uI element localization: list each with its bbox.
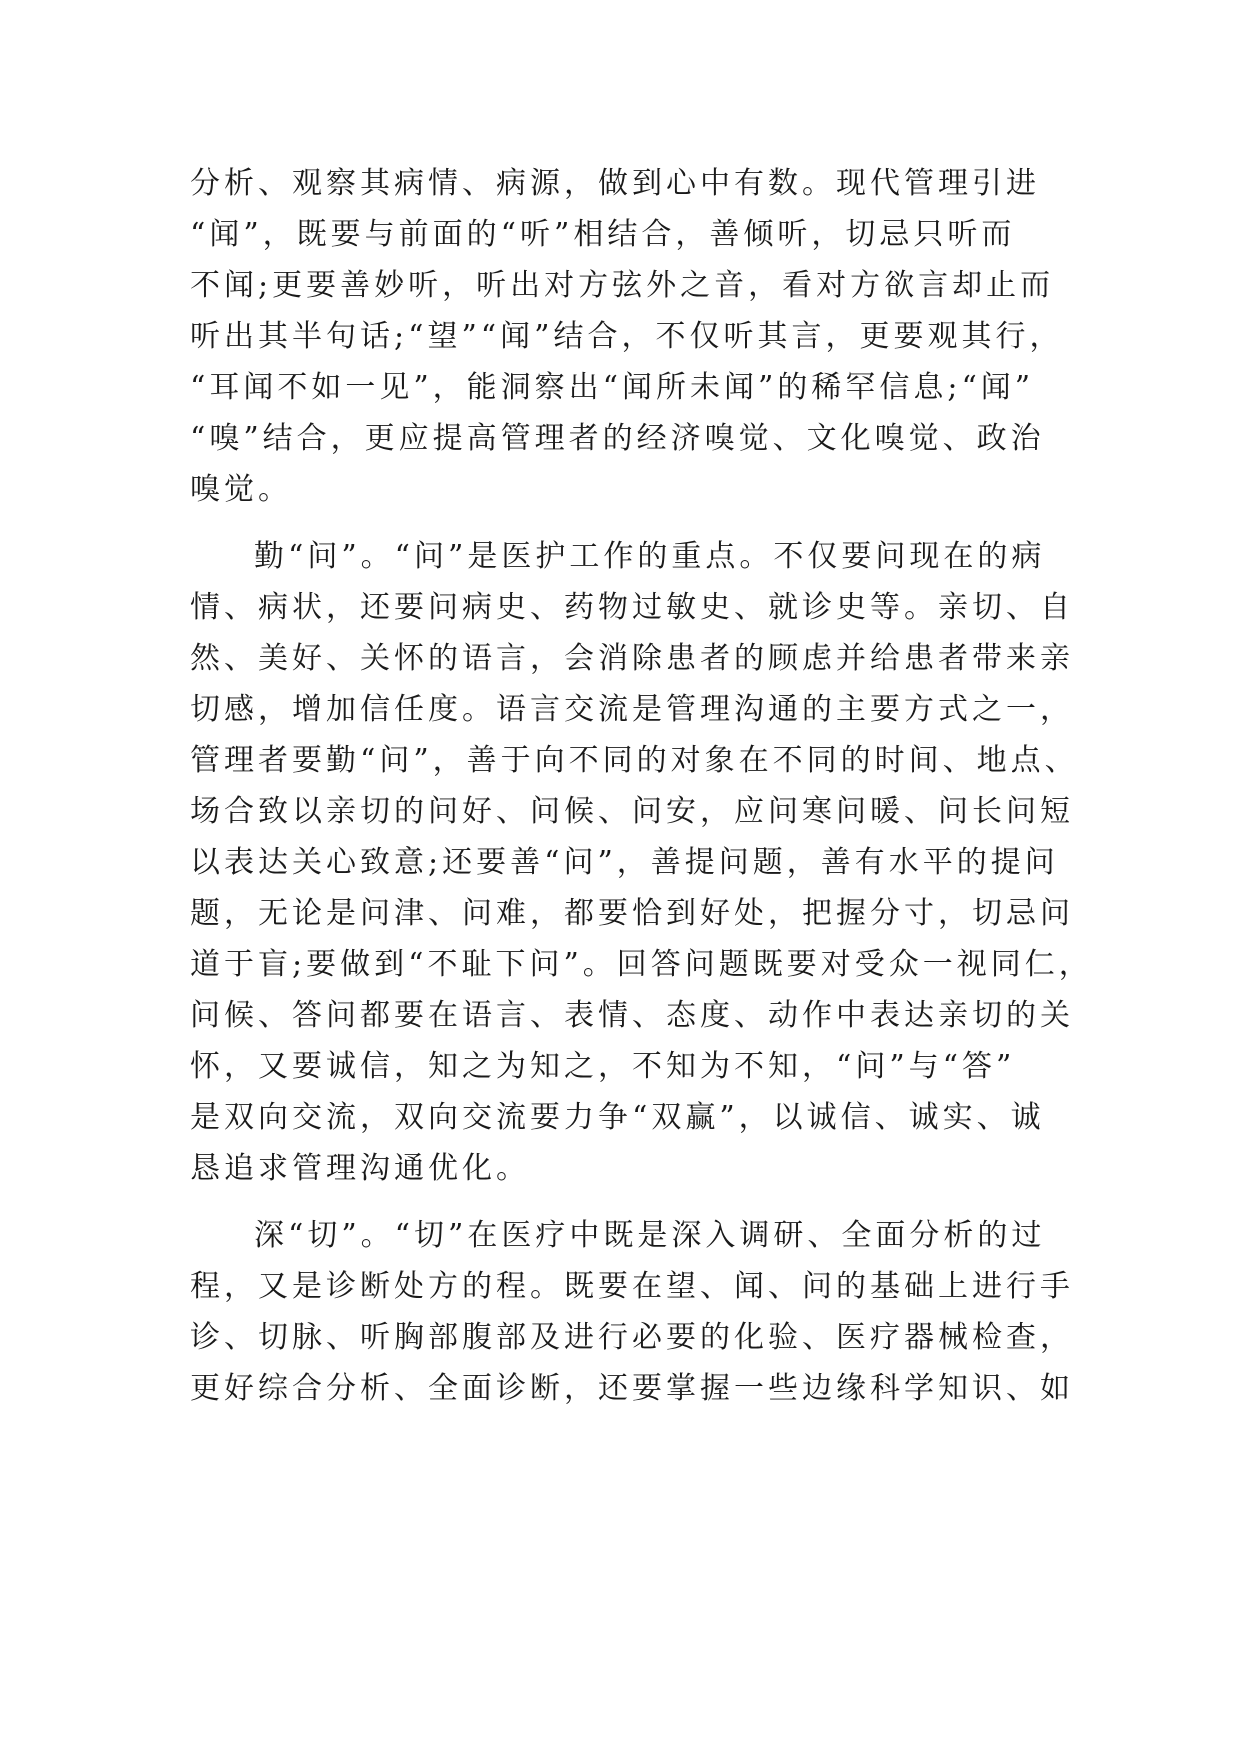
paragraph-qie <box>190 1210 1074 1414</box>
text-line-first: 勤“问”。“问”是医护工作的重点。不仅要问现在的病 <box>254 539 1046 574</box>
text-line: 诊、切脉、听胸部腹部及进行必要的化验、医疗器械检查， <box>190 1320 1074 1355</box>
text-line: 题，无论是问津、问难，都要恰到好处，把握分寸，切忌问 <box>190 896 1074 931</box>
text-line: 更好综合分析、全面诊断，还要掌握一些边缘科学知识、如 <box>190 1371 1074 1406</box>
text-line: 以表达关心致意;还要善“问”，善提问题，善有水平的提问 <box>190 845 1059 880</box>
text-line: 是双向交流，双向交流要力争“双赢”，以诚信、诚实、诚 <box>190 1100 1045 1135</box>
text-line: 情、病状，还要问病史、药物过敏史、就诊史等。亲切、自 <box>190 590 1074 625</box>
text-line: “闻”，既要与前面的“听”相结合，善倾听，切忌只听而 <box>190 217 1016 252</box>
text-line: 问候、答问都要在语言、表情、态度、动作中表达亲切的关 <box>190 998 1074 1033</box>
text-line: 程，又是诊断处方的程。既要在望、闻、问的基础上进行手 <box>190 1269 1074 1304</box>
text-line: 道于盲;要做到“不耻下问”。回答问题既要对受众一视同仁， <box>190 947 1093 982</box>
text-line: 恳追求管理沟通优化。 <box>190 1151 530 1186</box>
text-line: 然、美好、关怀的语言，会消除患者的顾虑并给患者带来亲 <box>190 641 1074 676</box>
body-text <box>190 158 1093 1414</box>
paragraph-wen <box>190 158 1064 515</box>
text-line: “嗅”结合，更应提高管理者的经济嗅觉、文化嗅觉、政治 <box>190 421 1045 456</box>
text-line: 管理者要勤“问”，善于向不同的对象在不同的时间、地点、 <box>190 743 1079 778</box>
paragraph-spacer <box>190 1194 1050 1210</box>
text-line: 不闻;更要善妙听，听出对方弦外之音，看对方欲言却止而 <box>190 268 1055 303</box>
text-line: 分析、观察其病情、病源，做到心中有数。现代管理引进 <box>190 166 1040 201</box>
text-line-first: 深“切”。“切”在医疗中既是深入调研、全面分析的过 <box>254 1218 1046 1253</box>
text-line: 切感，增加信任度。语言交流是管理沟通的主要方式之一， <box>190 692 1074 727</box>
text-line: 嗅觉。 <box>190 472 292 507</box>
text-line: 怀，又要诚信，知之为知之，不知为不知，“问”与“答” <box>190 1049 1016 1084</box>
text-line: “耳闻不如一见”，能洞察出“闻所未闻”的稀罕信息;“闻” <box>190 370 1035 405</box>
paragraph-wen-ask <box>190 531 1093 1194</box>
text-line: 听出其半句话;“望”“闻”结合，不仅听其言，更要观其行， <box>190 319 1064 354</box>
text-line: 场合致以亲切的问好、问候、问安，应问寒问暖、问长问短 <box>190 794 1074 829</box>
paragraph-spacer <box>190 515 1050 531</box>
